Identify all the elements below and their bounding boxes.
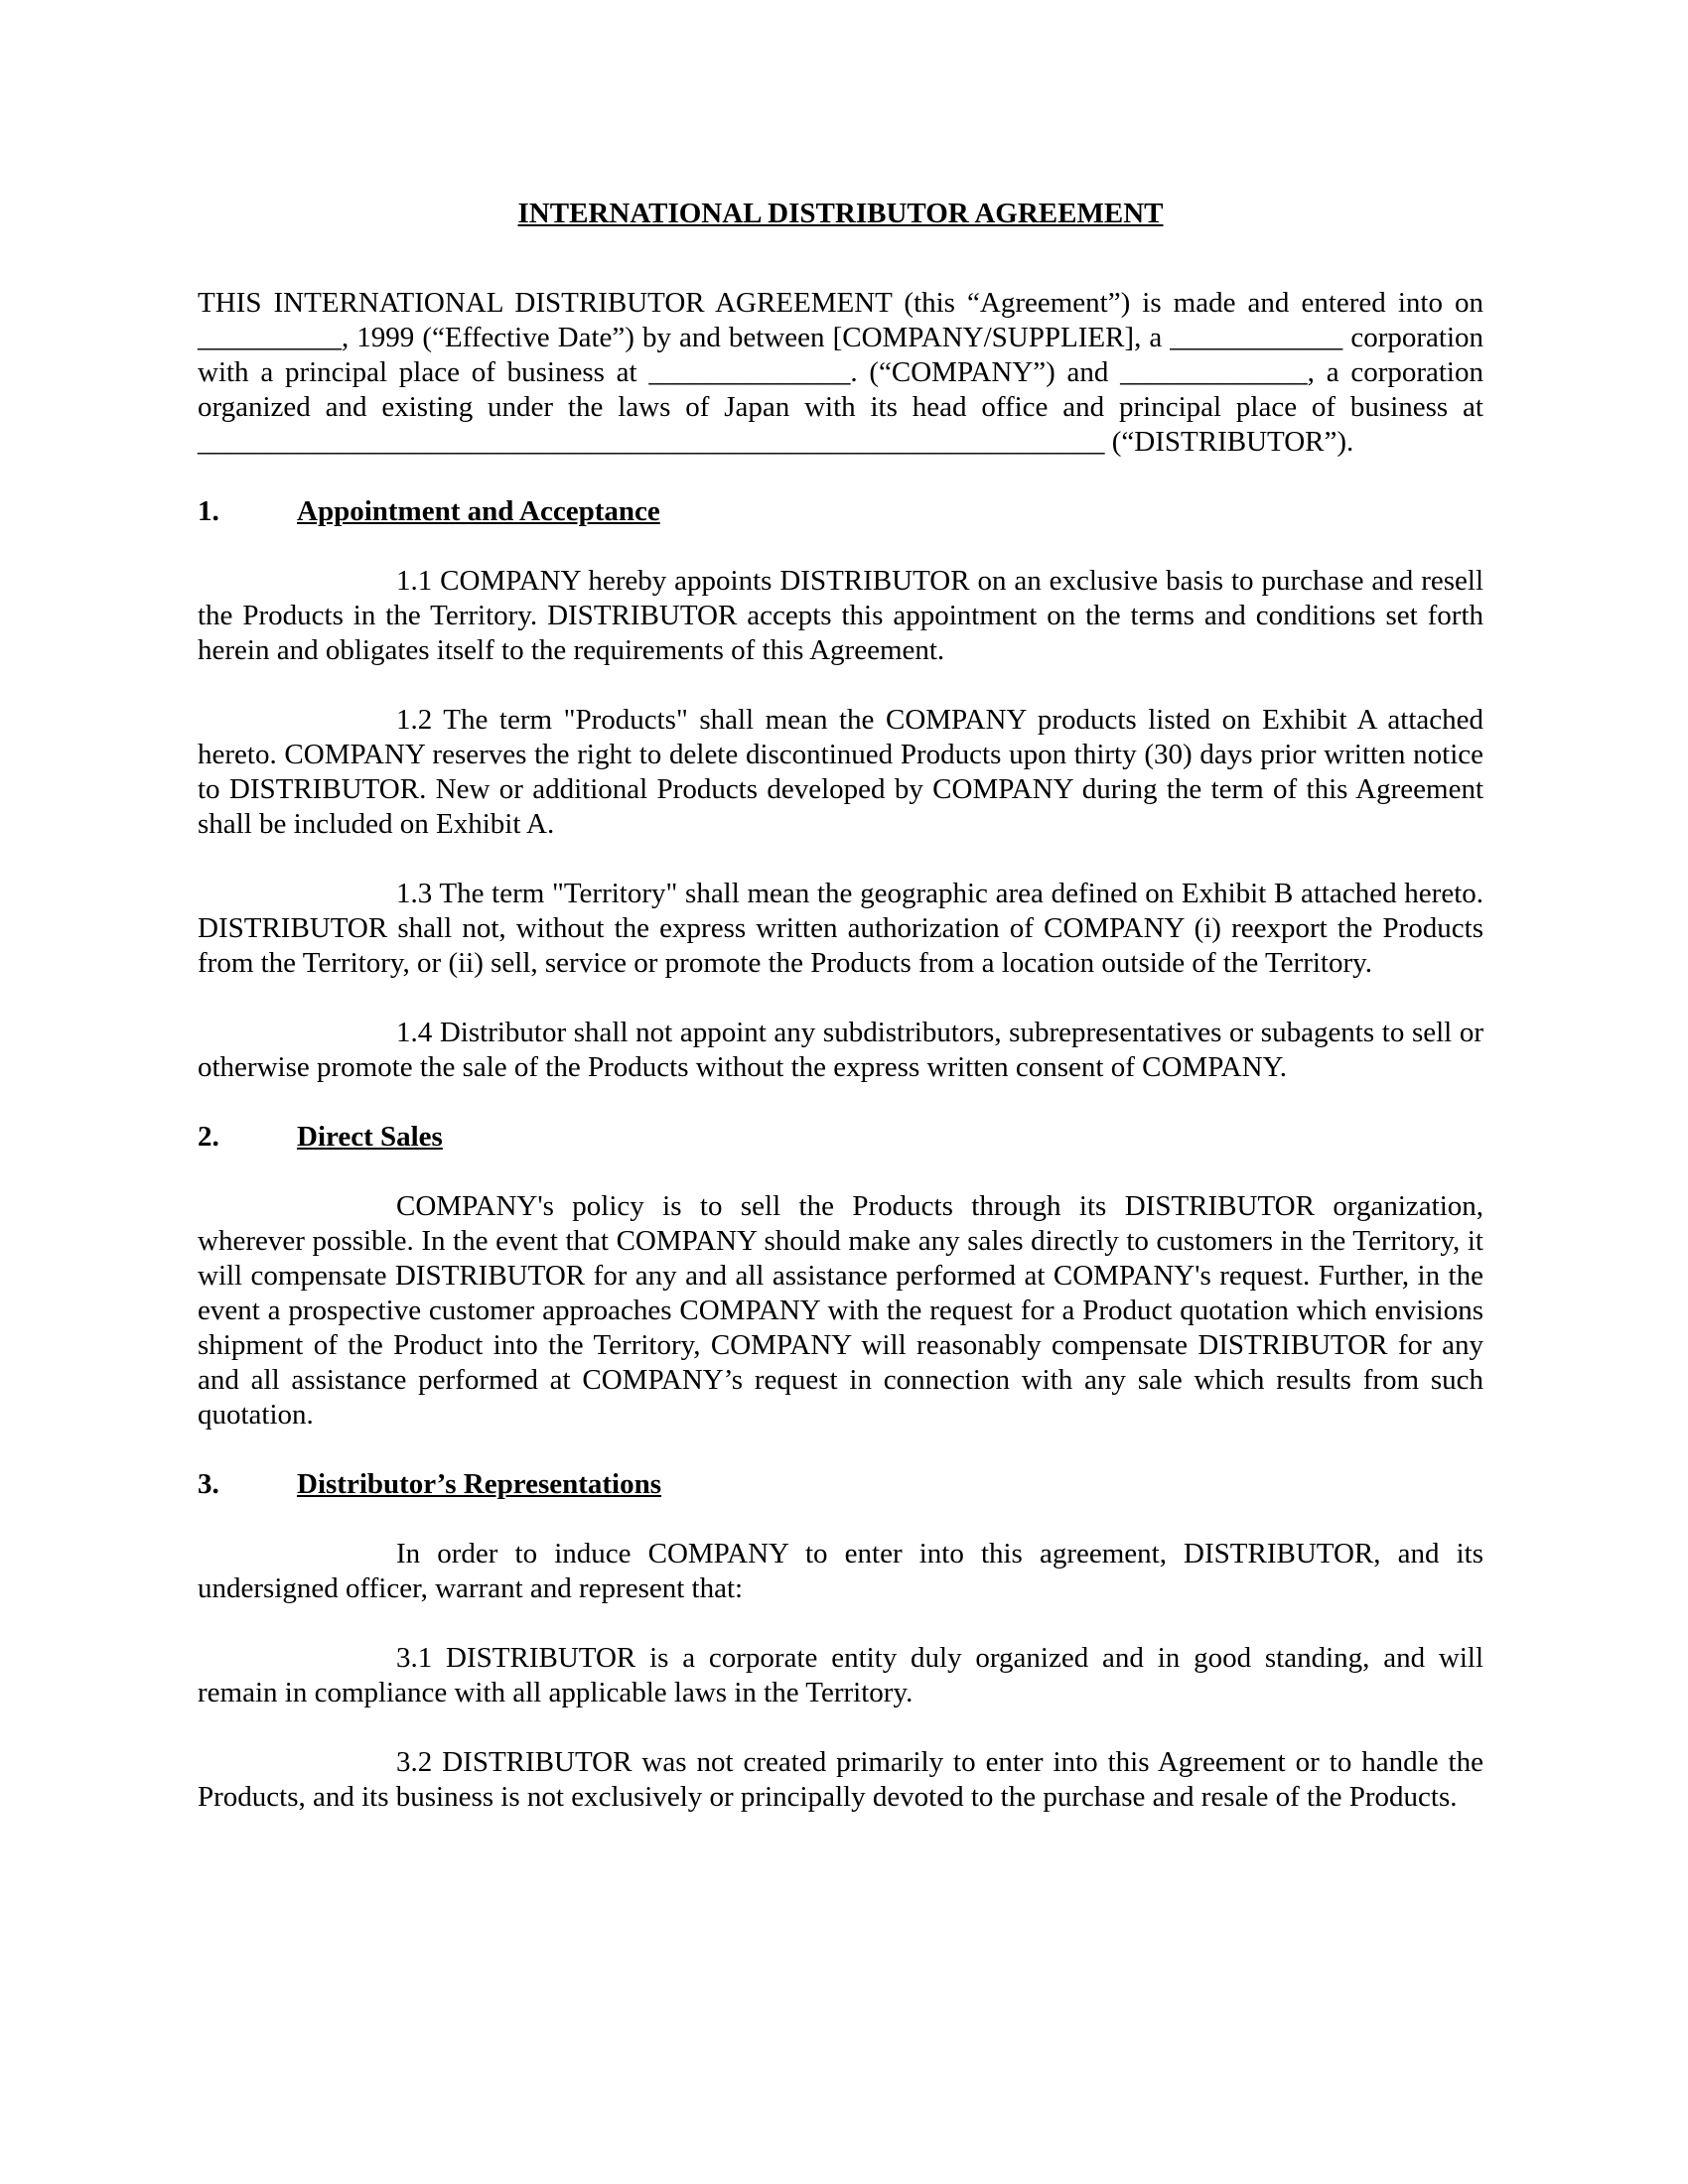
clause-3-intro: In order to induce COMPANY to enter into this agreement, DISTRIBUTOR, and its undersigned officer, warrant and represent that: — [198, 1538, 1483, 1604]
intro-paragraph: THIS INTERNATIONAL DISTRIBUTOR AGREEMENT (this “Agreement”) is made and entered into on __________, 1999 (“Effective Date”) by and between [COMPANY/SUPPLIER], a ____________ corporation with a principal place of business at ______________. (“COMPANY”) and _____________, a corporation organized and existing under the laws of Japan with its head office and principal place of business at _______________________________________________________________ (“DISTRIBUTOR”). — [198, 287, 1483, 458]
section-heading — [198, 494, 1483, 529]
clause-1-4: 1.4 Distributor shall not appoint any subdistributors, subrepresentatives or subagents to sell or otherwise promote the sale of the Products without the express written consent of COMPANY. — [198, 1017, 1483, 1083]
clause-3-2: 3.2 DISTRIBUTOR was not created primarily to enter into this Agreement or to handle the Products, and its business is not exclusively or principally devoted to the purchase and resale of the Products. — [198, 1746, 1483, 1813]
section-number: 2. — [198, 1121, 219, 1153]
section-heading — [198, 1120, 1483, 1155]
document-title: INTERNATIONAL DISTRIBUTOR AGREEMENT — [517, 198, 1164, 229]
clause-2-body: COMPANY's policy is to sell the Products through its DISTRIBUTOR organization, wherever possible. In the event that COMPANY should make any sales directly to customers in the Territory, it will compensate DISTRIBUTOR for any and all assistance performed at COMPANY's request. Further, in the event a prospective customer approaches COMPANY with the request for a Product quotation which envisions shipment of the Product into the Territory, COMPANY will reasonably compensate DISTRIBUTOR for any and all assistance performed at COMPANY’s request in connection with any sale which results from such quotation. — [198, 1190, 1483, 1431]
document-page — [198, 197, 1483, 1849]
clause-1-2: 1.2 The term "Products" shall mean the COMPANY products listed on Exhibit A attached hereto. COMPANY reserves the right to delete discontinued Products upon thirty (30) days prior written notice to DISTRIBUTOR. New or additional Products developed by COMPANY during the term of this Agreement shall be included on Exhibit A. — [198, 704, 1483, 840]
section-title: Appointment and Acceptance — [297, 495, 660, 527]
section-title: Direct Sales — [297, 1121, 443, 1153]
section-3 — [198, 1467, 1483, 1815]
section-number: 3. — [198, 1468, 219, 1500]
section-1 — [198, 494, 1483, 1085]
section-2 — [198, 1120, 1483, 1433]
clause-1-3: 1.3 The term "Territory" shall mean the geographic area defined on Exhibit B attached hereto. DISTRIBUTOR shall not, without the express written authorization of COMPANY (i) reexport the Products from the Territory, or (ii) sell, service or promote the Products from a location outside of the Territory. — [198, 878, 1483, 979]
clause-3-1: 3.1 DISTRIBUTOR is a corporate entity duly organized and in good standing, and will remain in compliance with all applicable laws in the Territory. — [198, 1642, 1483, 1708]
section-title: Distributor’s Representations — [297, 1468, 662, 1500]
section-number: 1. — [198, 495, 219, 527]
clause-1-1: 1.1 COMPANY hereby appoints DISTRIBUTOR on an exclusive basis to purchase and resell the Products in the Territory. DISTRIBUTOR accepts this appointment on the terms and conditions set forth herein and obligates itself to the requirements of this Agreement. — [198, 565, 1483, 666]
section-heading — [198, 1467, 1483, 1502]
